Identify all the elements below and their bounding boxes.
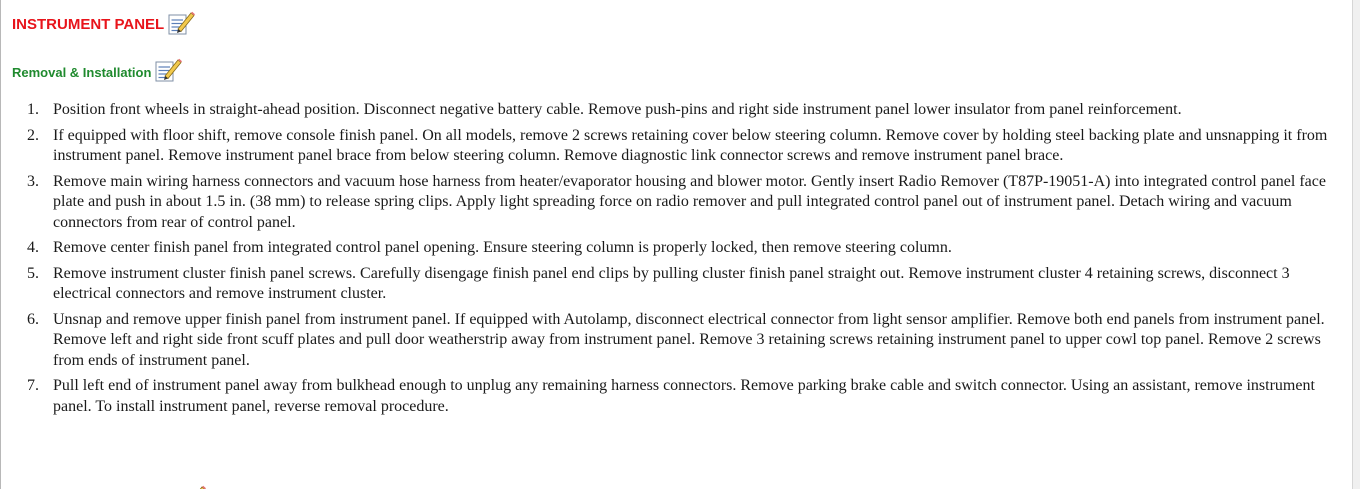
procedure-step	[1, 238, 1352, 259]
page-title	[12, 6, 195, 34]
procedure-step	[1, 126, 1352, 167]
step-number: 2.	[27, 126, 39, 144]
edit-note-icon[interactable]	[178, 484, 206, 489]
step-number: 4.	[27, 239, 39, 256]
window-edge	[1352, 0, 1360, 489]
step-text: Pull left end of instrument panel away from bulkhead enough to unplug any remaining harness connectors. Remove parking brake cable and switch connector. Using an assistant, remove instrument panel. To install instrument panel, reverse removal procedure.	[53, 377, 1315, 415]
procedure-step	[1, 172, 1352, 234]
procedure-step	[1, 310, 1352, 372]
section-title-text: Removal & Installation	[12, 65, 152, 80]
procedure-steps-list	[1, 100, 1352, 422]
step-number: 5.	[27, 264, 39, 282]
page-title-text: INSTRUMENT PANEL	[12, 16, 165, 33]
edit-note-icon[interactable]	[154, 57, 182, 83]
step-number: 1.	[27, 101, 39, 118]
step-number: 7.	[27, 377, 39, 394]
step-text: Remove instrument cluster finish panel screws. Carefully disengage finish panel end clips by pulling cluster finish panel straight out. Remove instrument cluster 4 retaining screws, disconnect 3 electrical connectors and remove instrument cluster.	[53, 264, 1290, 302]
step-text: Remove main wiring harness connectors and vacuum hose harness from heater/evaporator housing and blower motor. Gently insert Radio Remover (T87P-19051-A) into integrated control panel face plate and push in about 1.5 in. (38 mm) to release spring clips. Apply light spreading force on radio remover and pull integrated control panel out of instrument panel. Detach wiring and vacuum connectors from rear of control panel.	[53, 172, 1326, 231]
procedure-step	[1, 100, 1352, 121]
step-text: Unsnap and remove upper finish panel from instrument panel. If equipped with Autolamp, disconnect electrical connector from light sensor amplifier. Remove both end panels from instrument panel. Remove left and right side front scuff plates and pull door weatherstrip away from instrument panel. Remove 3 retaining screws retaining instrument panel to upper cowl top panel. Remove 2 screws from ends of instrument panel.	[53, 310, 1325, 369]
step-text: Position front wheels in straight-ahead position. Disconnect negative battery cable. Remove push-pins and right side instrument panel lower insulator from panel reinforcement.	[53, 101, 1182, 118]
step-text: If equipped with floor shift, remove console finish panel. On all models, remove 2 screws retaining cover below steering column. Remove cover by holding steel backing plate and unsnapping it from instrument panel. Remove instrument panel brace from below steering column. Remove diagnostic link connector screws and remove instrument panel brace.	[53, 126, 1328, 164]
step-text: Remove center finish panel from integrated control panel opening. Ensure steering column is properly locked, then remove steering column.	[53, 239, 952, 256]
step-number: 6.	[27, 310, 39, 328]
edit-note-icon[interactable]	[167, 10, 195, 36]
procedure-step	[1, 264, 1352, 305]
step-number: 3.	[27, 172, 39, 190]
section-title	[12, 55, 182, 81]
procedure-step	[1, 376, 1352, 417]
